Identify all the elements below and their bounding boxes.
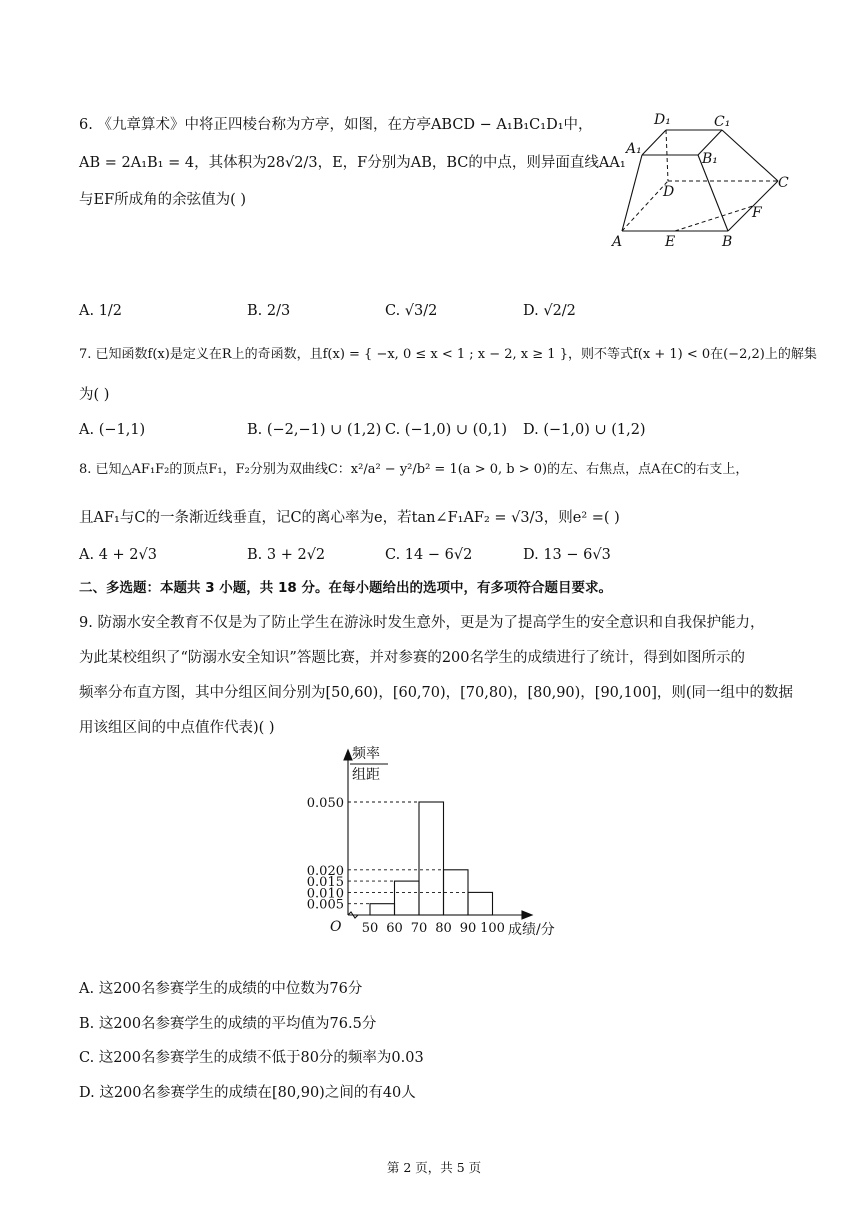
hist-xtick-1: 60 (386, 921, 403, 936)
hist-ytick-3: 0.010 (306, 886, 344, 902)
label-D: D (663, 184, 675, 200)
hist-y-arrow (344, 750, 352, 760)
label-C1: C₁ (714, 114, 731, 130)
q7-line1: 7. 已知函数f(x)是定义在R上的奇函数，且f(x) = { −x, 0 ≤ x < 1 ; x − 2, x ≥ 1 }，则不等式f(x + 1) < 0在(−2,2)上的解集 (79, 347, 817, 362)
hist-bar-2 (419, 802, 444, 915)
q6-option-b: B. 2/3 (247, 303, 291, 319)
hist-ylabel-bottom: 组距 (352, 767, 380, 783)
hist-xtick-0: 50 (361, 921, 379, 936)
hist-ytick-2: 0.015 (306, 875, 344, 891)
q9-line2: 为此某校组织了“防溺水安全知识”答题比赛，并对参赛的200名学生的成绩进行了统计，得到如图所示的 (79, 650, 745, 666)
q9-option-a: A. 这200名参赛学生的成绩的中位数为76分 (79, 981, 363, 997)
frustum-figure (610, 108, 800, 253)
q6-option-d: D. √2/2 (523, 303, 576, 319)
q8-option-b: B. 3 + 2√2 (247, 547, 326, 563)
label-E: E (665, 234, 676, 250)
label-A1: A₁ (626, 141, 642, 157)
q6-line3: 与EF所成角的余弦值为( ) (79, 192, 247, 208)
page-footer: 第 2 页，共 5 页 (386, 1160, 482, 1175)
q7-option-d: D. (−1,0) ∪ (1,2) (523, 422, 646, 438)
q9-line1: 9. 防溺水安全教育不仅是为了防止学生在游泳时发生意外，更是为了提高学生的安全意识和自我保护能力， (79, 615, 765, 631)
label-D1: D₁ (654, 112, 671, 128)
hist-ytick-1: 0.020 (306, 863, 344, 879)
q7-option-c: C. (−1,0) ∪ (0,1) (385, 422, 508, 438)
hist-origin-label: O (330, 919, 342, 935)
q9-option-d: D. 这200名参赛学生的成绩在[80,90)之间的有40人 (79, 1085, 416, 1101)
section-heading: 二、多选题：本题共 3 小题，共 18 分。在每小题给出的选项中，有多项符合题目要求。 (79, 580, 612, 596)
q9-line3: 频率分布直方图，其中分组区间分别为[50,60)，[60,70)，[70,80)，[80,90)，[90,100]，则(同一组中的数据 (79, 685, 794, 701)
label-C: C (778, 175, 789, 191)
q8-option-a: A. 4 + 2√3 (79, 547, 157, 563)
q7-option-b: B. (−2,−1) ∪ (1,2) (247, 422, 382, 438)
q6-option-a: A. 1/2 (79, 303, 123, 319)
q7-option-a: A. (−1,1) (79, 422, 146, 438)
frequency-histogram (290, 738, 580, 940)
q9-option-b: B. 这200名参赛学生的成绩的平均值为76.5分 (79, 1016, 377, 1032)
hist-ytick-4: 0.005 (306, 897, 344, 913)
q8-line1: 8. 已知△AF₁F₂的顶点F₁，F₂分别为双曲线C：x²/a² − y²/b² = 1(a > 0, b > 0)的左、右焦点，点A在C的右支上， (79, 462, 749, 477)
label-B: B (722, 234, 733, 250)
hist-xtick-4: 90 (459, 921, 477, 936)
hist-xtick-5: 100 (480, 921, 505, 936)
label-A: A (612, 234, 623, 250)
hist-bar-0 (370, 904, 395, 915)
q6-option-c: C. √3/2 (385, 303, 438, 319)
hist-xtick-3: 80 (435, 921, 452, 936)
q6-line2: AB = 2A₁B₁ = 4，其体积为28√2/3，E，F分别为AB，BC的中点，则异面直线AA₁ (79, 155, 626, 171)
q6-line1: 6. 《九章算术》中将正四棱台称为方亭，如图，在方亭ABCD − A₁B₁C₁D₁中， (79, 117, 593, 133)
hist-bar-1 (395, 881, 420, 915)
q8-option-d: D. 13 − 6√3 (523, 547, 611, 563)
q8-line2: 且AF₁与C的一条渐近线垂直，记C的离心率为e，若tan∠F₁AF₂ = √3/3，则e² =( ) (79, 510, 620, 526)
q8-option-c: C. 14 − 6√2 (385, 547, 473, 563)
label-F: F (752, 205, 762, 221)
q9-option-c: C. 这200名参赛学生的成绩不低于80分的频率为0.03 (79, 1050, 424, 1066)
hist-ytick-0: 0.050 (306, 796, 344, 811)
hist-x-arrow (522, 911, 532, 919)
q7-line2: 为( ) (79, 387, 110, 403)
label-B1: B₁ (702, 151, 718, 167)
hist-ylabel-top: 频率 (352, 746, 380, 762)
hist-bar-4 (468, 892, 493, 915)
hist-xtick-2: 70 (410, 921, 428, 936)
q9-line4: 用该组区间的中点值作代表)( ) (79, 720, 275, 736)
hist-xlabel: 成绩/分 (508, 922, 555, 938)
